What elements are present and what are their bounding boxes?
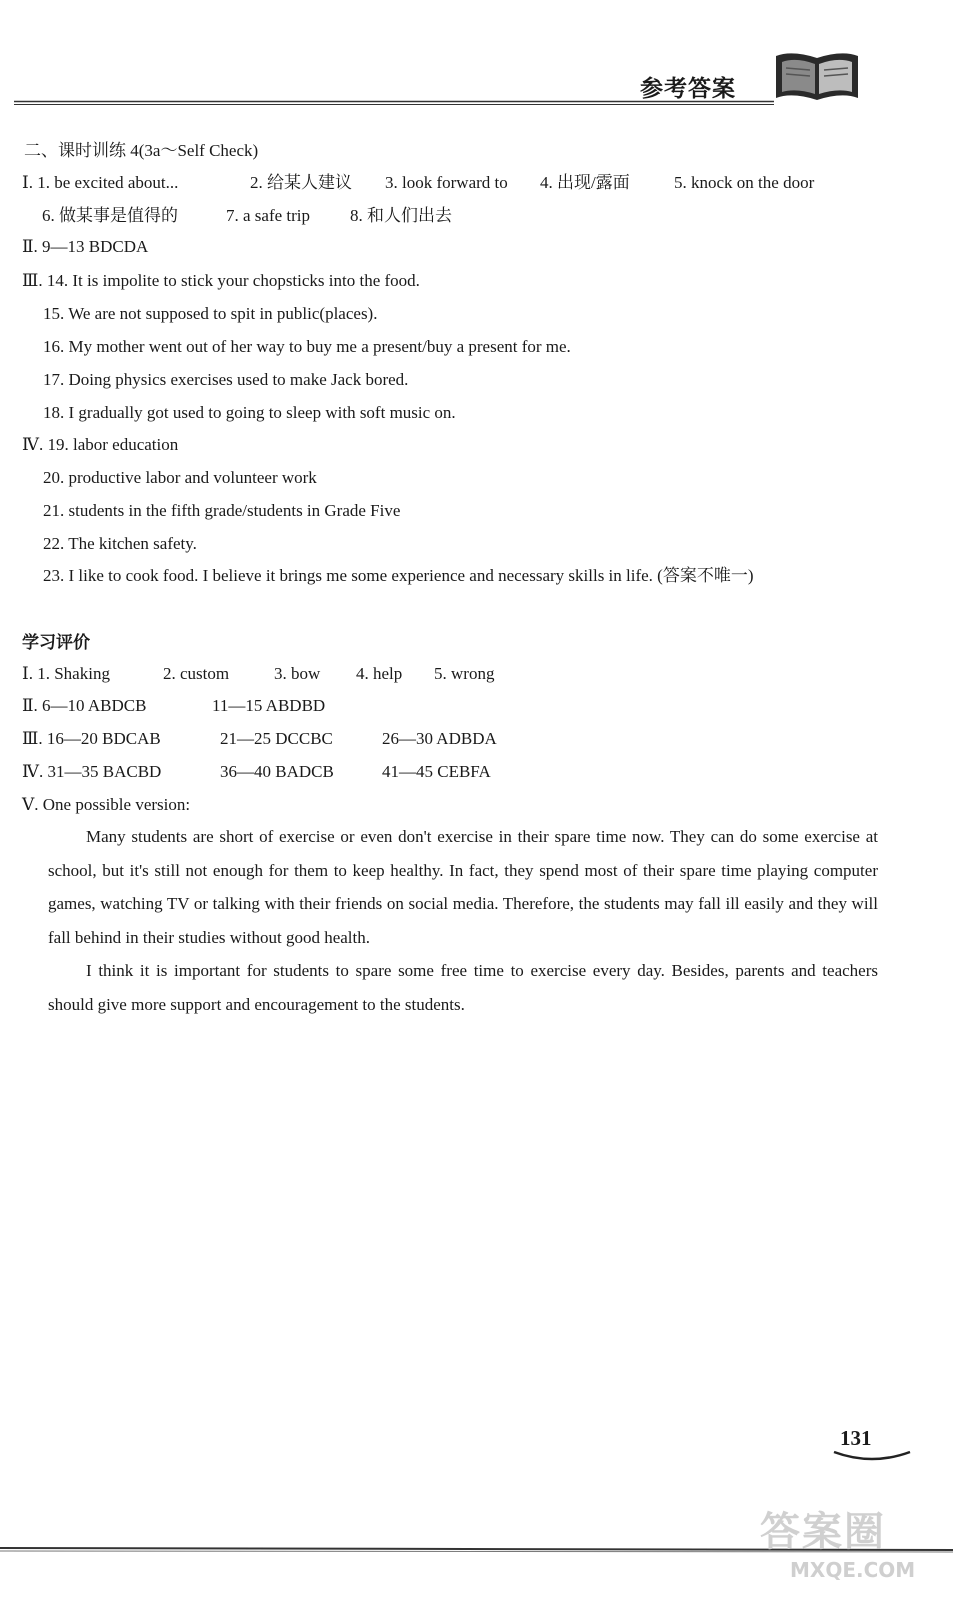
eval-1-4: 4. help [356,664,403,683]
eval-1-3: 3. bow [274,664,321,683]
eval-2-a: Ⅱ. 6—10 ABDCB [22,696,147,715]
header-rule [14,100,774,106]
answer-21: 21. students in the fifth grade/students in Grade Five [43,501,401,520]
eval-4-a: Ⅳ. 31—35 BACBD [22,762,162,781]
section-title-evaluation: 学习评价 [22,633,90,653]
answer-14: Ⅲ. 14. It is impolite to stick your chopsticks into the food. [22,271,420,290]
eval-5-label: Ⅴ. One possible version: [22,795,191,814]
watermark-logo: 答案圈 [760,1509,886,1555]
answer-15: 15. We are not supposed to spit in public(places). [43,304,378,323]
answer-1-3: 3. look forward to [385,173,508,192]
eval-4-c: 41—45 CEBFA [382,762,491,781]
eval-4-b: 36—40 BADCB [220,762,334,781]
answer-16: 16. My mother went out of her way to buy me a present/buy a present for me. [43,337,571,356]
page-header-title: 参考答案 [640,76,736,102]
answer-1-1: Ⅰ. 1. be excited about... [22,173,179,192]
essay-paragraph-2 [48,954,878,1021]
answer-1-5: 5. knock on the door [674,173,815,192]
answer-20: 20. productive labor and volunteer work [43,468,317,487]
eval-2-b: 11—15 ABDBD [212,696,326,715]
eval-1-1: Ⅰ. 1. Shaking [22,664,110,683]
answer-part-2: Ⅱ. 9—13 BDCDA [22,237,149,256]
eval-3-a: Ⅲ. 16—20 BDCAB [22,729,161,748]
eval-1-2: 2. custom [163,664,230,683]
page-number-ornament [832,1450,912,1464]
answer-1-2: 2. 给某人建议 [250,173,352,192]
answer-17: 17. Doing physics exercises used to make Jack bored. [43,370,409,389]
answer-1-7: 7. a safe trip [226,206,311,225]
watermark-url: MXQE.COM [790,1558,916,1582]
book-icon [772,48,862,108]
eval-1-5: 5. wrong [434,664,495,683]
answer-18: 18. I gradually got used to going to sleep with soft music on. [43,403,456,422]
essay-paragraph-1-text: Many students are short of exercise or even don't exercise in their spare time now. They can do some exercise at school, but it's still not enough for them to keep healthy. In fact, they spend most of their spare time playing computer games, watching TV or talking with their friends on social media. Therefore, the students may fall ill easily and they will fall behind in their studies without good health. [48,827,878,947]
answer-22: 22. The kitchen safety. [43,534,197,553]
essay-paragraph-1 [48,820,878,954]
answer-1-6: 6. 做某事是值得的 [42,206,178,225]
eval-3-b: 21—25 DCCBC [220,729,333,748]
answer-1-4: 4. 出现/露面 [540,173,630,192]
section-title-practice: 二、课时训练 4(3a～Self Check) [24,141,259,160]
page-number: 131 [840,1426,872,1450]
eval-3-c: 26—30 ADBDA [382,729,497,748]
essay-paragraph-2-text: I think it is important for students to spare some free time to exercise every day. Besides, parents and teachers should give more support and encouragement to the students. [48,961,878,1014]
answer-23: 23. I like to cook food. I believe it brings me some experience and necessary skills in life. (答案不唯一) [43,566,754,585]
answer-1-8: 8. 和人们出去 [350,206,452,225]
answer-19: Ⅳ. 19. labor education [22,435,179,454]
